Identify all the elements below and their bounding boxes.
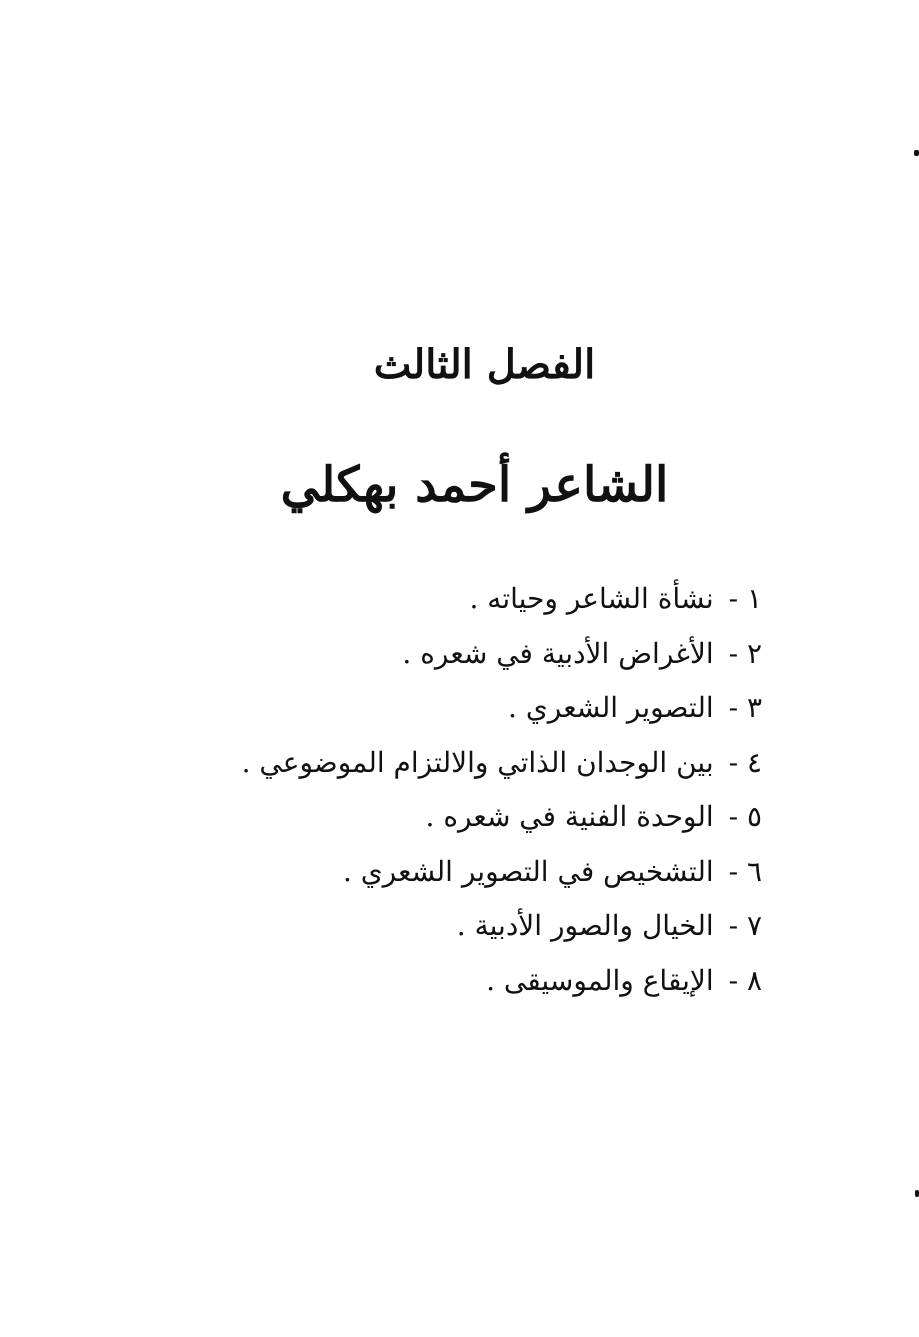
item-number: ٤ -: [728, 745, 762, 779]
list-item: [122, 790, 762, 845]
scan-edge-mark-top: [914, 150, 919, 156]
list-item: [122, 572, 762, 627]
item-number: ٨ -: [728, 963, 762, 997]
item-number: ٣ -: [728, 691, 762, 724]
item-text: الخيال والصور الأدبية .: [456, 909, 714, 942]
chapter-title: الشاعر أحمد بهكلي: [280, 457, 669, 513]
list-item: [122, 627, 762, 682]
list-item: [122, 845, 762, 900]
item-text: نشأة الشاعر وحياته .: [469, 582, 714, 615]
item-text: التصوير الشعري .: [508, 691, 714, 724]
item-number: ٢ -: [728, 636, 762, 670]
chapter-label: الفصل الثالث: [373, 341, 596, 388]
item-text: الوحدة الفنية في شعره .: [425, 800, 714, 833]
item-number: ٥ -: [728, 800, 762, 833]
item-number: ١ -: [728, 582, 762, 615]
item-text: التشخيص في التصوير الشعري .: [342, 854, 714, 888]
item-number: ٦ -: [728, 854, 762, 888]
item-text: الإيقاع والموسيقى .: [486, 963, 714, 997]
chapter-contents-list: [122, 572, 762, 1008]
item-text: الأغراض الأدبية في شعره .: [402, 636, 714, 670]
list-item: [122, 736, 762, 791]
list-item: [122, 954, 762, 1009]
list-item: [122, 681, 762, 736]
item-text: بين الوجدان الذاتي والالتزام الموضوعي .: [241, 745, 714, 779]
scan-edge-mark-bottom: [915, 1190, 919, 1197]
list-item: [122, 899, 762, 954]
item-number: ٧ -: [728, 909, 762, 942]
